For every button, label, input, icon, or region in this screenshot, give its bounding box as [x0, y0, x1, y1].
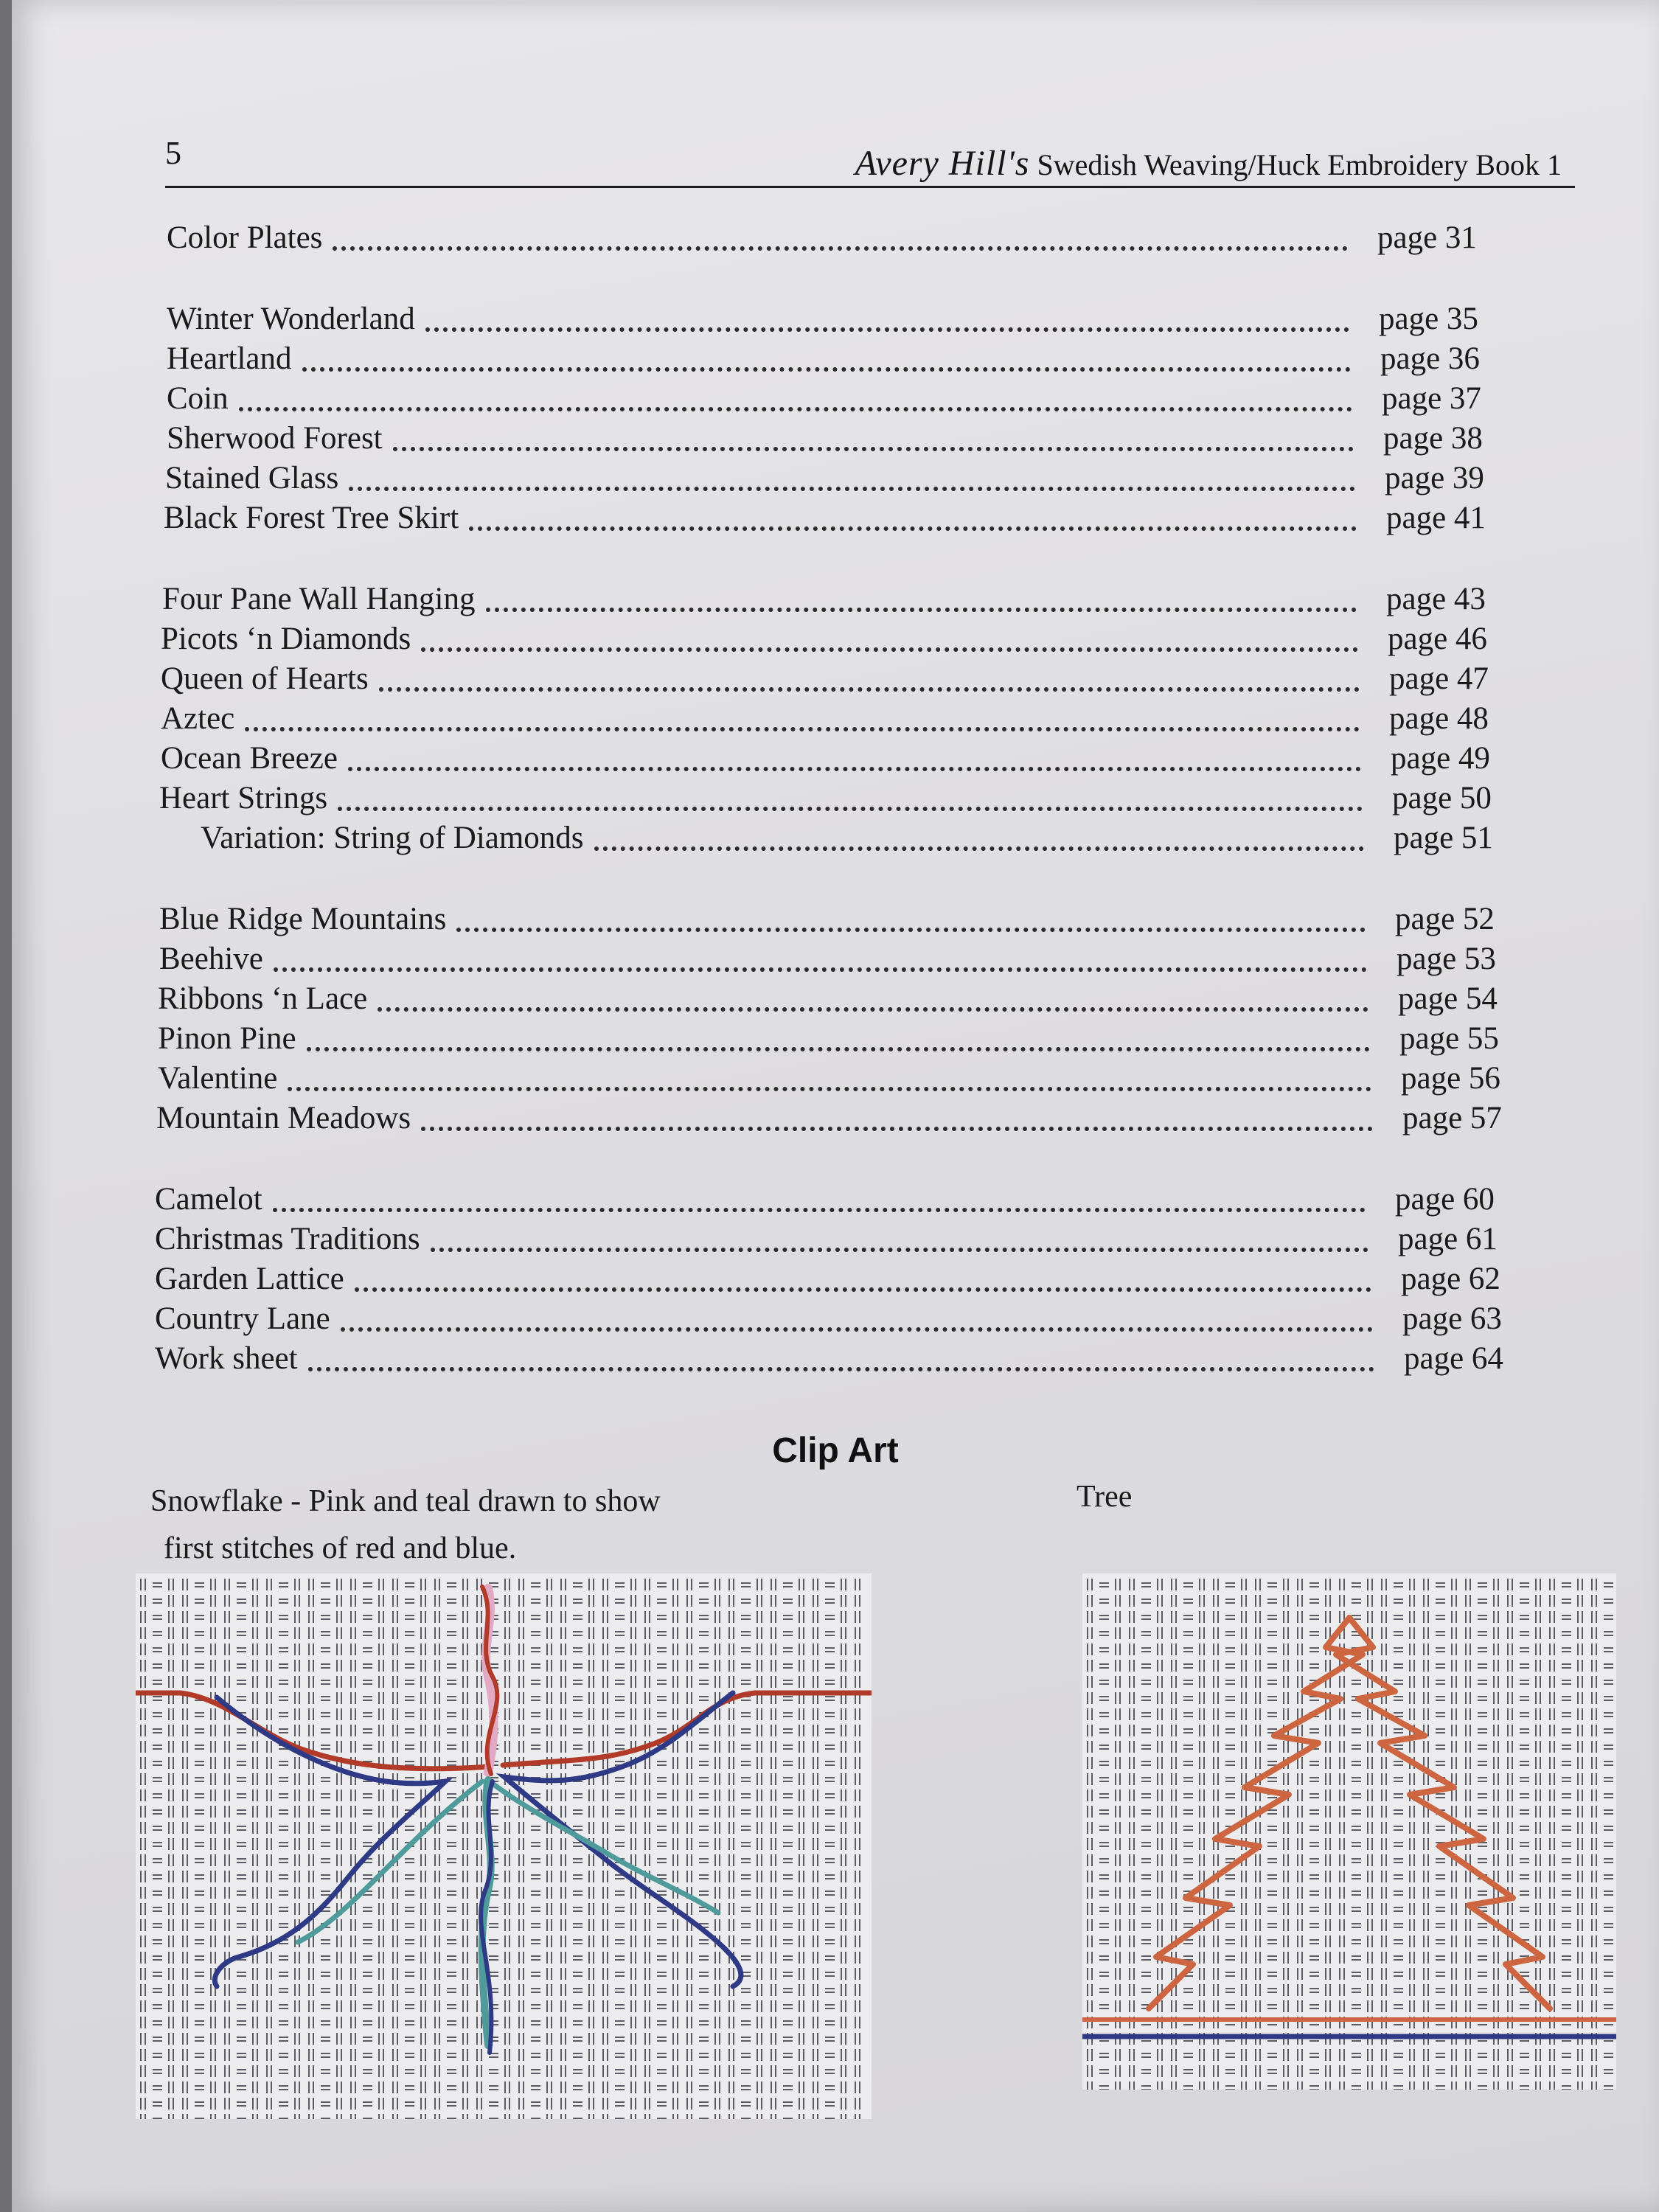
toc-entry	[12, 1340, 1659, 1377]
toc-entry-page: page 31	[1377, 220, 1477, 255]
book-title: Swedish Weaving/Huck Embroidery Book 1	[1037, 148, 1562, 181]
toc-entry-page: page 47	[1389, 661, 1489, 696]
toc-entry-title: Stained Glass	[165, 461, 339, 495]
toc-dot-leader	[355, 1287, 1371, 1292]
toc-entry-page: page 55	[1399, 1021, 1499, 1056]
page	[12, 0, 1659, 2212]
toc-entry-title: Winter Wonderland	[167, 302, 415, 336]
toc-entry	[12, 661, 1659, 698]
toc-dot-leader	[431, 1248, 1368, 1252]
toc-dot-leader	[425, 327, 1349, 332]
toc-entry-title: Garden Lattice	[155, 1262, 344, 1296]
toc-dot-leader	[421, 647, 1358, 652]
snowflake-clip-art	[136, 1573, 872, 2119]
toc-entry	[12, 1100, 1659, 1137]
toc-entry-title: Black Forest Tree Skirt	[164, 501, 459, 535]
toc-dot-leader	[349, 487, 1355, 491]
author-script-name: Avery Hill's	[855, 144, 1030, 183]
toc-entry-page: page 63	[1402, 1301, 1502, 1336]
toc-entry-title: Ocean Breeze	[161, 741, 338, 776]
toc-entry-title: Variation: String of Diamonds	[201, 821, 584, 855]
header-rule	[165, 186, 1575, 188]
toc-dot-leader	[341, 1327, 1373, 1332]
toc-entry	[12, 1060, 1659, 1097]
toc-dot-leader	[239, 407, 1352, 411]
toc-entry-title: Christmas Traditions	[155, 1222, 420, 1256]
toc-entry-page: page 51	[1394, 821, 1493, 855]
toc-entry-page: page 61	[1398, 1222, 1498, 1256]
toc-entry-page: page 39	[1385, 461, 1484, 495]
huck-fabric-grid	[141, 1579, 860, 2119]
toc-entry	[12, 1301, 1659, 1338]
toc-entry-page: page 37	[1382, 381, 1481, 416]
toc-entry	[12, 981, 1659, 1018]
toc-entry	[12, 420, 1659, 457]
toc-entry-title: Picots ‘n Diamonds	[161, 622, 411, 656]
toc-entry	[12, 1181, 1659, 1218]
toc-dot-leader	[288, 1087, 1371, 1091]
toc-dot-leader	[338, 807, 1363, 811]
toc-entry-title: Queen of Hearts	[161, 661, 369, 696]
toc-entry-title: Camelot	[155, 1182, 262, 1217]
toc-entry	[12, 941, 1659, 978]
toc-dot-leader	[469, 526, 1357, 531]
toc-entry	[12, 500, 1659, 537]
toc-entry	[12, 1020, 1659, 1057]
toc-entry-page: page 52	[1395, 902, 1495, 936]
toc-dot-leader	[594, 846, 1364, 851]
toc-dot-leader	[378, 1007, 1368, 1012]
toc-entry-title: Four Pane Wall Hanging	[162, 582, 476, 616]
toc-dot-leader	[307, 1047, 1370, 1051]
toc-entry-title: Ribbons ‘n Lace	[158, 981, 368, 1016]
toc-entry-page: page 43	[1386, 582, 1486, 616]
toc-entry-title: Work sheet	[155, 1341, 298, 1376]
huck-float-pattern	[1088, 1579, 1613, 2090]
toc-entry-title: Color Plates	[167, 220, 323, 255]
toc-entry-page: page 48	[1389, 701, 1489, 736]
snowflake-blue-right-arm	[504, 1693, 741, 1986]
toc-entry	[12, 341, 1659, 378]
snowflake-svg	[136, 1573, 872, 2119]
toc-entry-title: Mountain Meadows	[156, 1101, 411, 1135]
toc-entry-title: Coin	[167, 381, 229, 416]
toc-dot-leader	[421, 1127, 1373, 1131]
toc-entry-title: Sherwood Forest	[167, 421, 383, 456]
toc-entry-title: Blue Ridge Mountains	[159, 902, 447, 936]
toc-entry-page: page 41	[1386, 501, 1486, 535]
toc-entry	[12, 901, 1659, 938]
toc-dot-leader	[456, 928, 1366, 932]
tree-caption: Tree	[1077, 1480, 1133, 1514]
huck-fabric-grid	[1088, 1579, 1613, 2090]
huck-float-pattern	[141, 1579, 860, 2119]
toc-entry-page: page 64	[1404, 1341, 1503, 1376]
toc-entry	[12, 740, 1659, 777]
running-header	[855, 143, 1562, 184]
tree-svg	[1082, 1573, 1616, 2090]
toc-dot-leader	[486, 608, 1357, 612]
toc-entry-title: Heartland	[167, 341, 292, 376]
clip-art-heading: Clip Art	[772, 1431, 899, 1470]
toc-entry	[12, 700, 1659, 737]
toc-entry-title: Valentine	[158, 1061, 278, 1096]
toc-entry	[12, 220, 1659, 257]
toc-entry-page: page 54	[1398, 981, 1498, 1016]
toc-dot-leader	[302, 367, 1351, 372]
toc-entry-page: page 60	[1395, 1182, 1495, 1217]
toc-entry-page: page 53	[1397, 942, 1496, 976]
toc-dot-leader	[333, 246, 1348, 251]
toc-entry-page: page 62	[1401, 1262, 1500, 1296]
toc-entry-title: Pinon Pine	[158, 1021, 296, 1056]
page-number: 5	[165, 135, 181, 171]
tree-clip-art	[1082, 1573, 1616, 2090]
toc-entry-page: page 38	[1383, 421, 1483, 456]
toc-entry	[12, 1261, 1659, 1298]
toc-dot-leader	[348, 767, 1361, 771]
toc-entry-page: page 35	[1379, 302, 1478, 336]
toc-entry	[12, 380, 1659, 417]
snowflake-caption-line2: first stitches of red and blue.	[164, 1531, 517, 1565]
toc-entry-page: page 49	[1391, 741, 1490, 776]
toc-dot-leader	[273, 1208, 1366, 1212]
toc-entry-title: Beehive	[159, 942, 263, 976]
toc-entry-title: Heart Strings	[159, 781, 328, 815]
toc-dot-leader	[393, 447, 1354, 451]
toc-entry	[12, 820, 1659, 857]
toc-dot-leader	[274, 967, 1367, 972]
toc-entry	[12, 581, 1659, 618]
toc-dot-leader	[245, 727, 1360, 731]
toc-entry-title: Country Lane	[155, 1301, 330, 1336]
toc-entry	[12, 621, 1659, 658]
toc-entry-title: Aztec	[161, 701, 235, 736]
toc-entry-page: page 50	[1392, 781, 1492, 815]
toc-entry	[12, 460, 1659, 497]
toc-entry-page: page 57	[1402, 1101, 1502, 1135]
toc-entry	[12, 780, 1659, 817]
toc-entry	[12, 301, 1659, 338]
toc-entry-page: page 56	[1401, 1061, 1500, 1096]
toc-entry-page: page 36	[1380, 341, 1480, 376]
toc-entry-page: page 46	[1388, 622, 1487, 656]
toc-entry	[12, 1221, 1659, 1258]
snowflake-caption-line1: Snowflake - Pink and teal drawn to show	[150, 1484, 661, 1518]
toc-dot-leader	[379, 687, 1360, 692]
toc-dot-leader	[308, 1367, 1374, 1371]
